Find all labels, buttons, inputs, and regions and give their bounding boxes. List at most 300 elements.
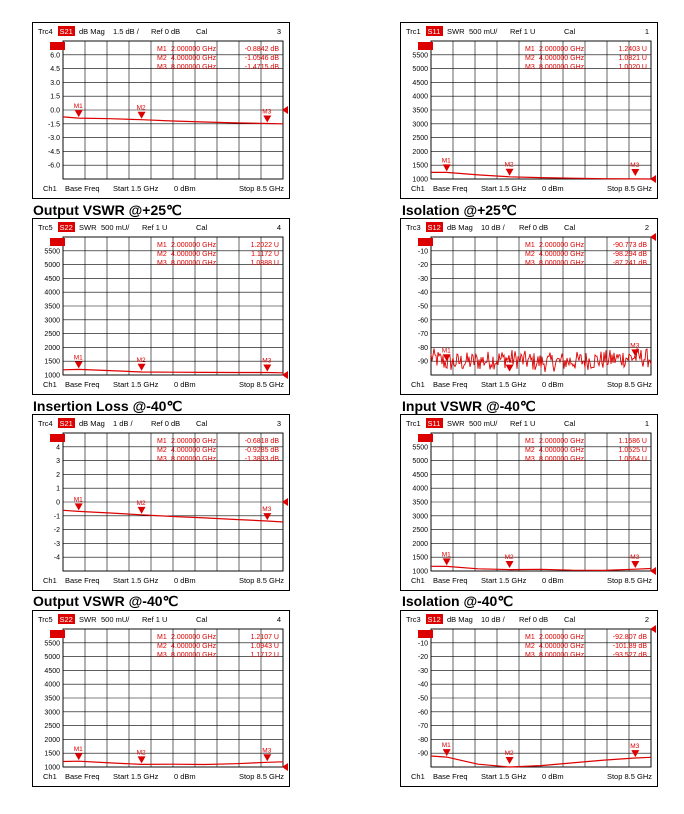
footer-base-freq: Base Freq	[433, 576, 468, 585]
footer-power: 0 dBm	[542, 184, 564, 193]
y-tick-label: 4	[56, 444, 60, 452]
marker-triangle	[75, 110, 83, 117]
marker-triangle	[443, 164, 451, 171]
y-tick-label: -50	[417, 695, 428, 703]
y-tick-label: -10	[417, 248, 428, 256]
marker-triangle	[443, 558, 451, 565]
marker-readout-name: M2	[525, 447, 535, 454]
marker-readout-freq: 2.000000 GHz	[539, 242, 585, 249]
trace-number: 1	[644, 419, 649, 428]
marker-triangle	[138, 112, 146, 119]
marker-readout-freq: 8.000000 GHz	[539, 64, 585, 71]
cal-label: Cal	[196, 615, 208, 624]
trace-label: Trc4	[38, 27, 53, 36]
y-tick-label: 5000	[44, 262, 60, 270]
footer-stop: Stop 8.5 GHz	[606, 184, 652, 193]
footer-power: 0 dBm	[174, 576, 196, 585]
marker-tag: M2	[504, 554, 514, 561]
marker-tag: M3	[630, 162, 640, 169]
footer-start: Start 1.5 GHz	[113, 576, 159, 585]
y-tick-label: 2500	[44, 723, 60, 731]
marker-triangle	[75, 753, 83, 760]
marker-readout-name: M1	[157, 46, 167, 53]
y-tick-label: 4500	[44, 275, 60, 283]
y-tick-label: -4	[53, 554, 60, 562]
y-tick-label: -80	[417, 736, 428, 744]
marker-readout-freq: 4.000000 GHz	[539, 251, 585, 258]
marker-tag: M2	[504, 161, 514, 169]
chart-panel-8	[400, 610, 658, 787]
ref-label: Ref 1 U	[142, 223, 168, 232]
y-tick-label: 1000	[44, 372, 60, 380]
title-output-vswr-25: Output VSWR @+25℃	[33, 202, 182, 218]
chart-panel-2	[400, 22, 658, 199]
marker-readout-freq: 2.000000 GHz	[539, 634, 585, 641]
y-tick-label: -1.5	[47, 121, 60, 129]
footer-base-freq: Base Freq	[433, 380, 468, 389]
marker-triangle	[506, 561, 514, 568]
chart-panel-3	[32, 218, 290, 395]
y-tick-label: -6.0	[47, 162, 60, 170]
marker-tag: M2	[136, 499, 146, 507]
y-tick-label: 3500	[44, 695, 60, 703]
y-tick-label: 5500	[44, 640, 60, 648]
format-label: dB Mag	[447, 615, 473, 624]
format-label: dB Mag	[447, 223, 473, 232]
footer-start: Start 1.5 GHz	[481, 576, 527, 585]
param-label: S21	[59, 27, 73, 36]
footer-channel: Ch1	[411, 772, 425, 781]
marker-readout-value: -101.89 dB	[612, 643, 647, 650]
marker-readout-freq: 2.000000 GHz	[171, 46, 217, 53]
footer-stop: Stop 8.5 GHz	[238, 772, 284, 781]
param-label: S22	[59, 615, 73, 624]
title-isolation-25: Isolation @+25℃	[402, 202, 517, 218]
marker-tag: M2	[504, 357, 514, 365]
marker-readout-name: M2	[157, 643, 167, 650]
marker-readout-freq: 8.000000 GHz	[171, 64, 217, 71]
marker-readout-freq: 4.000000 GHz	[539, 447, 585, 454]
marker-readout-freq: 2.000000 GHz	[171, 242, 217, 249]
chart-svg-5	[33, 415, 289, 590]
footer-channel: Ch1	[43, 184, 57, 193]
marker-triangle	[138, 507, 146, 514]
scale-label: 500 mU/	[469, 27, 498, 36]
marker-tag: M1	[441, 551, 451, 559]
y-tick-label: -90	[417, 358, 428, 366]
footer-start: Start 1.5 GHz	[481, 772, 527, 781]
param-label: S22	[59, 223, 73, 232]
footer-stop: Stop 8.5 GHz	[606, 576, 652, 585]
y-tick-label: 6.0	[50, 52, 60, 60]
marker-triangle	[443, 354, 451, 361]
chart-svg-8	[401, 611, 657, 786]
y-tick-label: 2000	[44, 736, 60, 744]
footer-start: Start 1.5 GHz	[113, 772, 159, 781]
y-tick-label: 2000	[412, 148, 428, 156]
marker-tag: M1	[73, 496, 83, 504]
marker-readout-value: 1.1712 U	[250, 652, 279, 659]
marker-readout-freq: 8.000000 GHz	[171, 652, 217, 659]
trace-param-marker	[418, 238, 433, 246]
title-output-vswr-m40: Output VSWR @-40℃	[33, 593, 179, 609]
footer-channel: Ch1	[43, 380, 57, 389]
y-tick-label: 4500	[412, 79, 428, 87]
marker-triangle	[506, 169, 514, 176]
marker-readout-value: -87.241 dB	[612, 260, 647, 267]
marker-readout-name: M2	[525, 251, 535, 258]
marker-readout-name: M3	[157, 64, 167, 71]
y-tick-label: 1500	[412, 162, 428, 170]
y-tick-label: 3	[56, 458, 60, 466]
footer-base-freq: Base Freq	[65, 380, 100, 389]
y-tick-label: -50	[417, 303, 428, 311]
y-tick-label: 5000	[44, 654, 60, 662]
y-tick-label: -60	[417, 317, 428, 325]
ref-label: Ref 0 dB	[151, 419, 181, 428]
marker-readout-name: M3	[157, 652, 167, 659]
ref-label: Ref 1 U	[510, 419, 536, 428]
y-tick-label: 2500	[412, 527, 428, 535]
trace-label: Trc5	[38, 615, 53, 624]
chart-svg-2	[401, 23, 657, 198]
marker-readout-value: 1.0888 U	[250, 260, 279, 267]
trace-number: 2	[644, 615, 649, 624]
y-tick-label: 2500	[412, 135, 428, 143]
param-label: S12	[427, 223, 441, 232]
trace-number: 4	[276, 223, 281, 232]
marker-readout-value: 1.0664 U	[618, 456, 647, 463]
scale-label: 500 mU/	[469, 419, 498, 428]
y-tick-label: 4500	[44, 667, 60, 675]
marker-tag: M2	[136, 749, 146, 757]
footer-start: Start 1.5 GHz	[481, 184, 527, 193]
marker-readout-value: 1.0821 U	[618, 55, 647, 62]
marker-readout-freq: 2.000000 GHz	[539, 438, 585, 445]
marker-triangle	[443, 749, 451, 756]
marker-readout-value: -1.4715 dB	[244, 64, 279, 71]
y-tick-label: -30	[417, 275, 428, 283]
marker-tag: M3	[630, 554, 640, 561]
param-label: S11	[427, 419, 441, 428]
marker-readout-value: -0.8842 dB	[244, 46, 279, 53]
y-tick-label: 3500	[412, 499, 428, 507]
marker-readout-freq: 8.000000 GHz	[171, 260, 217, 267]
marker-readout-value: 1.2107 U	[250, 634, 279, 641]
scale-label: 1 dB /	[113, 419, 133, 428]
trace-label: Trc5	[38, 223, 53, 232]
marker-readout-name: M3	[525, 652, 535, 659]
footer-base-freq: Base Freq	[65, 576, 100, 585]
chart-panel-4	[400, 218, 658, 395]
marker-readout-freq: 4.000000 GHz	[539, 55, 585, 62]
footer-start: Start 1.5 GHz	[113, 380, 159, 389]
y-tick-label: 4000	[44, 289, 60, 297]
marker-triangle	[263, 754, 271, 761]
y-tick-label: 2000	[412, 540, 428, 548]
chart-svg-7	[33, 611, 289, 786]
y-tick-label: 5500	[44, 248, 60, 256]
y-tick-label: -40	[417, 289, 428, 297]
chart-panel-5	[32, 414, 290, 591]
footer-start: Start 1.5 GHz	[113, 184, 159, 193]
marker-readout-value: -93.527 dB	[612, 652, 647, 659]
y-tick-label: -30	[417, 667, 428, 675]
y-tick-label: 0	[56, 499, 60, 507]
marker-triangle	[506, 757, 514, 764]
marker-readout-freq: 8.000000 GHz	[539, 260, 585, 267]
y-tick-label: -2	[53, 527, 60, 535]
footer-channel: Ch1	[43, 576, 57, 585]
marker-triangle	[263, 513, 271, 520]
trace-number: 4	[276, 615, 281, 624]
y-tick-label: -70	[417, 723, 428, 731]
y-tick-label: 1500	[44, 750, 60, 758]
y-tick-label: 4500	[412, 471, 428, 479]
marker-readout-freq: 8.000000 GHz	[539, 456, 585, 463]
marker-readout-freq: 4.000000 GHz	[171, 251, 217, 258]
y-tick-label: 2000	[44, 344, 60, 352]
marker-readout-value: 1.1172 U	[251, 251, 279, 258]
marker-triangle	[631, 169, 639, 176]
y-tick-label: -90	[417, 750, 428, 758]
y-tick-label: 1000	[44, 764, 60, 772]
footer-stop: Stop 8.5 GHz	[238, 576, 284, 585]
trace-param-marker	[50, 434, 65, 442]
marker-tag: M2	[136, 104, 146, 112]
y-tick-label: 5000	[412, 458, 428, 466]
scale-label: 500 mU/	[101, 615, 130, 624]
y-tick-label: -70	[417, 331, 428, 339]
trace-label: Trc3	[406, 223, 421, 232]
format-label: SWR	[447, 27, 465, 36]
footer-base-freq: Base Freq	[433, 772, 468, 781]
marker-readout-freq: 8.000000 GHz	[171, 456, 217, 463]
param-label: S11	[427, 27, 441, 36]
marker-readout-freq: 4.000000 GHz	[171, 447, 217, 454]
marker-triangle	[263, 365, 271, 372]
y-tick-label: -20	[417, 654, 428, 662]
marker-tag: M3	[262, 747, 272, 755]
marker-readout-value: -90.773 dB	[612, 242, 647, 249]
marker-readout-value: 1.2403 U	[618, 46, 647, 53]
marker-readout-value: -1.3833 dB	[244, 456, 279, 463]
footer-stop: Stop 8.5 GHz	[606, 772, 652, 781]
cal-label: Cal	[564, 27, 576, 36]
marker-readout-name: M1	[525, 438, 535, 445]
y-tick-label: -10	[417, 640, 428, 648]
trace-label: Trc3	[406, 615, 421, 624]
marker-readout-freq: 2.000000 GHz	[171, 438, 217, 445]
marker-readout-value: 1.1686 U	[618, 438, 647, 445]
marker-tag: M3	[630, 743, 640, 751]
footer-start: Start 1.5 GHz	[481, 380, 527, 389]
marker-readout-value: -0.6818 dB	[244, 438, 279, 445]
ref-label: Ref 0 dB	[519, 615, 549, 624]
y-tick-label: 5500	[412, 52, 428, 60]
y-tick-label: -20	[417, 262, 428, 270]
y-tick-label: 3000	[412, 121, 428, 129]
chart-svg-6	[401, 415, 657, 590]
footer-channel: Ch1	[411, 184, 425, 193]
y-tick-label: 5500	[412, 444, 428, 452]
marker-readout-freq: 4.000000 GHz	[171, 55, 217, 62]
marker-readout-value: 1.2022 U	[250, 242, 279, 249]
cal-label: Cal	[196, 27, 208, 36]
trace-label: Trc1	[406, 27, 421, 36]
footer-power: 0 dBm	[542, 380, 564, 389]
scale-label: 500 mU/	[101, 223, 130, 232]
marker-readout-name: M2	[525, 55, 535, 62]
footer-power: 0 dBm	[542, 772, 564, 781]
marker-triangle	[631, 349, 639, 356]
marker-tag: M2	[504, 750, 514, 757]
footer-base-freq: Base Freq	[65, 772, 100, 781]
marker-readout-name: M3	[525, 64, 535, 71]
footer-power: 0 dBm	[174, 380, 196, 389]
footer-stop: Stop 8.5 GHz	[606, 380, 652, 389]
scale-label: 1.5 dB /	[113, 27, 139, 36]
y-tick-label: 1.5	[50, 93, 60, 101]
chart-svg-3	[33, 219, 289, 394]
y-tick-label: -40	[417, 681, 428, 689]
marker-readout-name: M3	[525, 260, 535, 267]
marker-readout-value: 1.0020 U	[618, 64, 647, 71]
y-tick-label: 3000	[44, 709, 60, 717]
footer-stop: Stop 8.5 GHz	[238, 380, 284, 389]
title-insertion-loss-m40: Insertion Loss @-40℃	[33, 398, 183, 414]
param-label: S12	[427, 615, 441, 624]
y-tick-label: 1000	[412, 568, 428, 576]
y-tick-label: 1	[56, 485, 60, 493]
trace-param-marker	[50, 238, 65, 246]
trace-param-marker	[418, 42, 433, 50]
footer-power: 0 dBm	[174, 772, 196, 781]
format-label: dB Mag	[79, 27, 105, 36]
marker-readout-freq: 2.000000 GHz	[171, 634, 217, 641]
marker-readout-name: M2	[525, 643, 535, 650]
marker-readout-name: M2	[157, 55, 167, 62]
footer-base-freq: Base Freq	[65, 184, 100, 193]
y-tick-label: 1500	[44, 358, 60, 366]
marker-readout-name: M3	[157, 260, 167, 267]
y-tick-label: 3500	[44, 303, 60, 311]
marker-tag: M1	[73, 103, 83, 111]
marker-readout-value: -0.9285 dB	[244, 447, 279, 454]
chart-svg-4	[401, 219, 657, 394]
y-tick-label: 1000	[412, 176, 428, 184]
chart-panel-1	[32, 22, 290, 199]
marker-readout-freq: 2.000000 GHz	[539, 46, 585, 53]
ref-label: Ref 0 dB	[151, 27, 181, 36]
trace-param-marker	[418, 630, 433, 638]
marker-readout-name: M1	[157, 438, 167, 445]
marker-readout-freq: 4.000000 GHz	[171, 643, 217, 650]
cal-label: Cal	[564, 615, 576, 624]
chart-svg-1	[33, 23, 289, 198]
cal-label: Cal	[196, 223, 208, 232]
trace-number: 1	[644, 27, 649, 36]
marker-triangle	[263, 116, 271, 123]
marker-readout-name: M2	[157, 447, 167, 454]
marker-tag: M1	[73, 746, 83, 754]
cal-label: Cal	[564, 223, 576, 232]
marker-tag: M3	[262, 506, 272, 514]
trace-number: 3	[276, 419, 281, 428]
trace-label: Trc1	[406, 419, 421, 428]
marker-triangle	[138, 364, 146, 371]
marker-tag: M3	[630, 342, 640, 350]
format-label: SWR	[447, 419, 465, 428]
footer-power: 0 dBm	[174, 184, 196, 193]
marker-readout-name: M1	[157, 634, 167, 641]
marker-readout-value: -1.0546 dB	[244, 55, 279, 62]
footer-channel: Ch1	[43, 772, 57, 781]
cal-label: Cal	[196, 419, 208, 428]
chart-panel-7	[32, 610, 290, 787]
format-label: SWR	[79, 223, 97, 232]
marker-tag: M3	[262, 108, 272, 116]
y-tick-label: -3	[53, 540, 60, 548]
y-tick-label: 3.0	[50, 79, 60, 87]
y-tick-label: -60	[417, 709, 428, 717]
marker-tag: M1	[441, 157, 451, 165]
ref-label: Ref 0 dB	[519, 223, 549, 232]
ref-label: Ref 1 U	[510, 27, 536, 36]
marker-triangle	[506, 365, 514, 372]
y-tick-label: 2500	[44, 331, 60, 339]
y-tick-label: -4.5	[47, 148, 60, 156]
marker-triangle	[138, 756, 146, 763]
scale-label: 10 dB /	[481, 223, 505, 232]
trace-number: 3	[276, 27, 281, 36]
marker-readout-freq: 8.000000 GHz	[539, 652, 585, 659]
y-tick-label: 2	[56, 471, 60, 479]
scale-label: 10 dB /	[481, 615, 505, 624]
marker-readout-freq: 4.000000 GHz	[539, 643, 585, 650]
marker-readout-name: M3	[157, 456, 167, 463]
y-tick-label: 4000	[412, 485, 428, 493]
format-label: SWR	[79, 615, 97, 624]
param-label: S21	[59, 419, 73, 428]
marker-readout-name: M1	[157, 242, 167, 249]
y-tick-label: 3500	[412, 107, 428, 115]
marker-readout-value: -98.294 dB	[612, 251, 647, 258]
marker-readout-name: M3	[525, 456, 535, 463]
y-tick-label: 4.5	[50, 66, 60, 74]
marker-tag: M1	[441, 347, 451, 355]
marker-tag: M3	[262, 357, 272, 365]
title-input-vswr-m40: Input VSWR @-40℃	[402, 398, 536, 414]
marker-tag: M1	[73, 354, 83, 362]
footer-channel: Ch1	[411, 576, 425, 585]
ref-label: Ref 1 U	[142, 615, 168, 624]
marker-triangle	[631, 750, 639, 757]
y-tick-label: -3.0	[47, 135, 60, 143]
marker-readout-name: M1	[525, 634, 535, 641]
marker-readout-value: -92.807 dB	[612, 634, 647, 641]
footer-channel: Ch1	[411, 380, 425, 389]
marker-readout-name: M2	[157, 251, 167, 258]
y-tick-label: -1	[53, 513, 60, 521]
chart-panel-6	[400, 414, 658, 591]
trace-param-marker	[418, 434, 433, 442]
marker-readout-name: M1	[525, 46, 535, 53]
cal-label: Cal	[564, 419, 576, 428]
format-label: dB Mag	[79, 419, 105, 428]
trace-number: 2	[644, 223, 649, 232]
y-tick-label: 0.0	[50, 107, 60, 115]
